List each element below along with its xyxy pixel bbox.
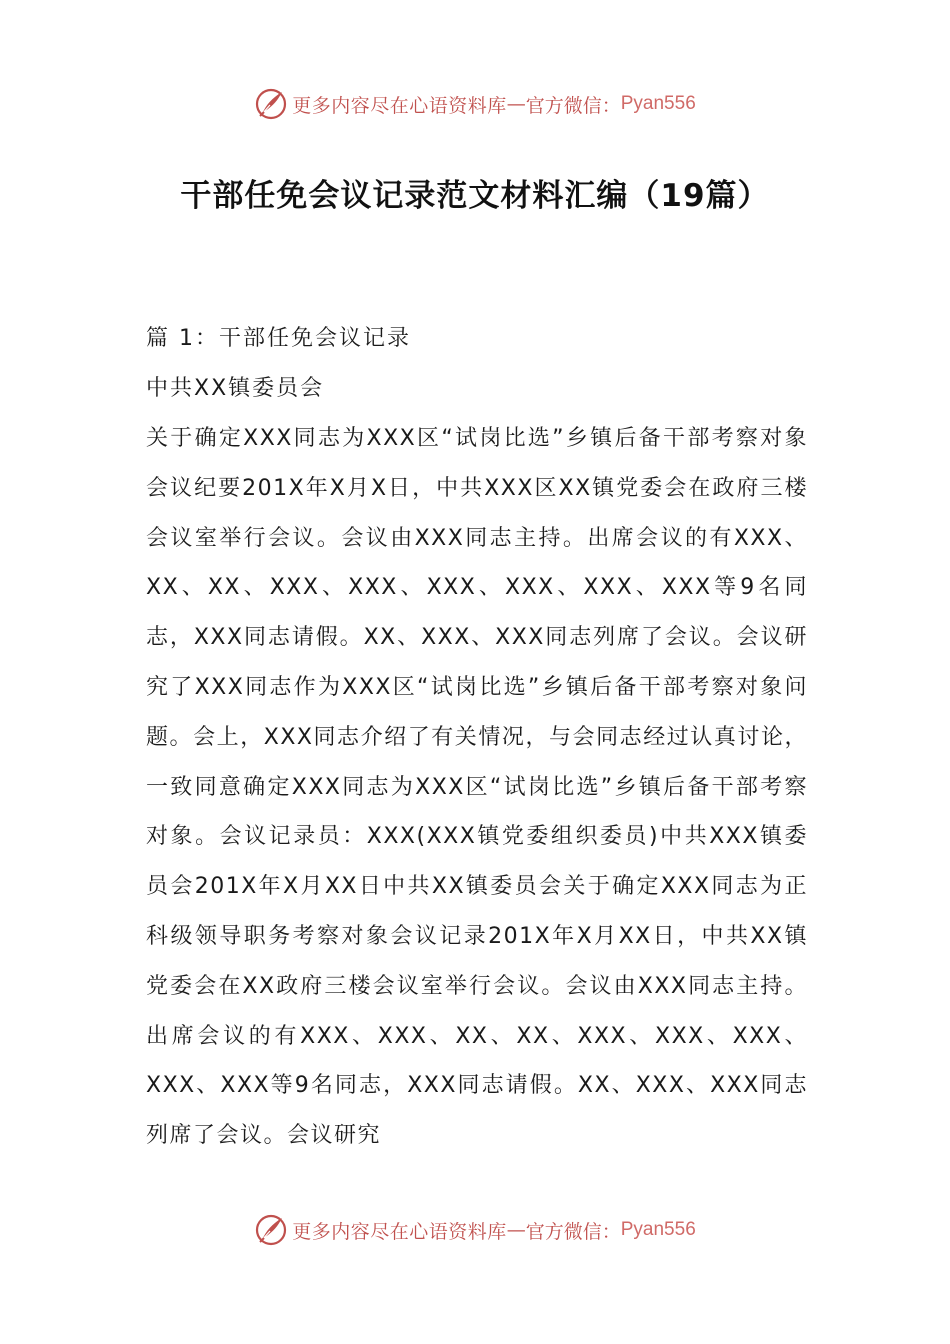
banner-wechat-id: Pyan556 (620, 1219, 696, 1240)
banner-brand-text: 更多内容尽在心语资料库 (292, 94, 507, 117)
document-body (146, 314, 808, 1161)
footer-banner (0, 1210, 950, 1250)
quill-logo-icon (254, 1213, 288, 1247)
quill-logo-icon (254, 87, 288, 121)
banner-brand-text: 更多内容尽在心语资料库 (292, 1220, 507, 1243)
banner-separator: — (506, 93, 526, 115)
document-title: 干部任免会议记录范文材料汇编（19篇） (180, 178, 770, 214)
banner-wechat-label: 官方微信： (525, 1220, 621, 1243)
banner-wechat-label: 官方微信： (525, 94, 621, 117)
body-paragraph: 关于确定XXX同志为XXX区“试岗比选”乡镇后备干部考察对象会议纪要201X年X月X日，中共XXX区XX镇党委会在政府三楼会议室举行会议。会议由XXX同志主持。出席会议的有XXX、XX、XX、XXX、XXX、XXX、XXX、XXX、XXX等9名同志，XXX同志请假。XX、XXX、XXX同志列席了会议。会议研究了XXX同志作为XXX区“试岗比选”乡镇后备干部考察对象问题。会上，XXX同志介绍了有关情况，与会同志经过认真讨论，一致同意确定XXX同志为XXX区“试岗比选”乡镇后备干部考察对象。会议记录员：XXX(XXX镇党委组织委员)中共XXX镇委员会201X年X月XX日中共XX镇委员会关于确定XXX同志为正科级领导职务考察对象会议记录201X年X月XX日，中共XX镇党委会在XX政府三楼会议室举行会议。会议由XXX同志主持。出席会议的有XXX、XXX、XX、XX、XXX、XXX、XXX、XXX、XXX等9名同志，XXX同志请假。XX、XXX、XXX同志列席了会议。会议研究 (146, 426, 808, 1149)
banner-wechat-id: Pyan556 (620, 93, 696, 114)
organization-line: 中共XX镇委员会 (146, 376, 325, 401)
section-heading: 篇 1：干部任免会议记录 (146, 326, 411, 351)
banner-separator: — (506, 1219, 526, 1241)
header-banner (0, 84, 950, 124)
